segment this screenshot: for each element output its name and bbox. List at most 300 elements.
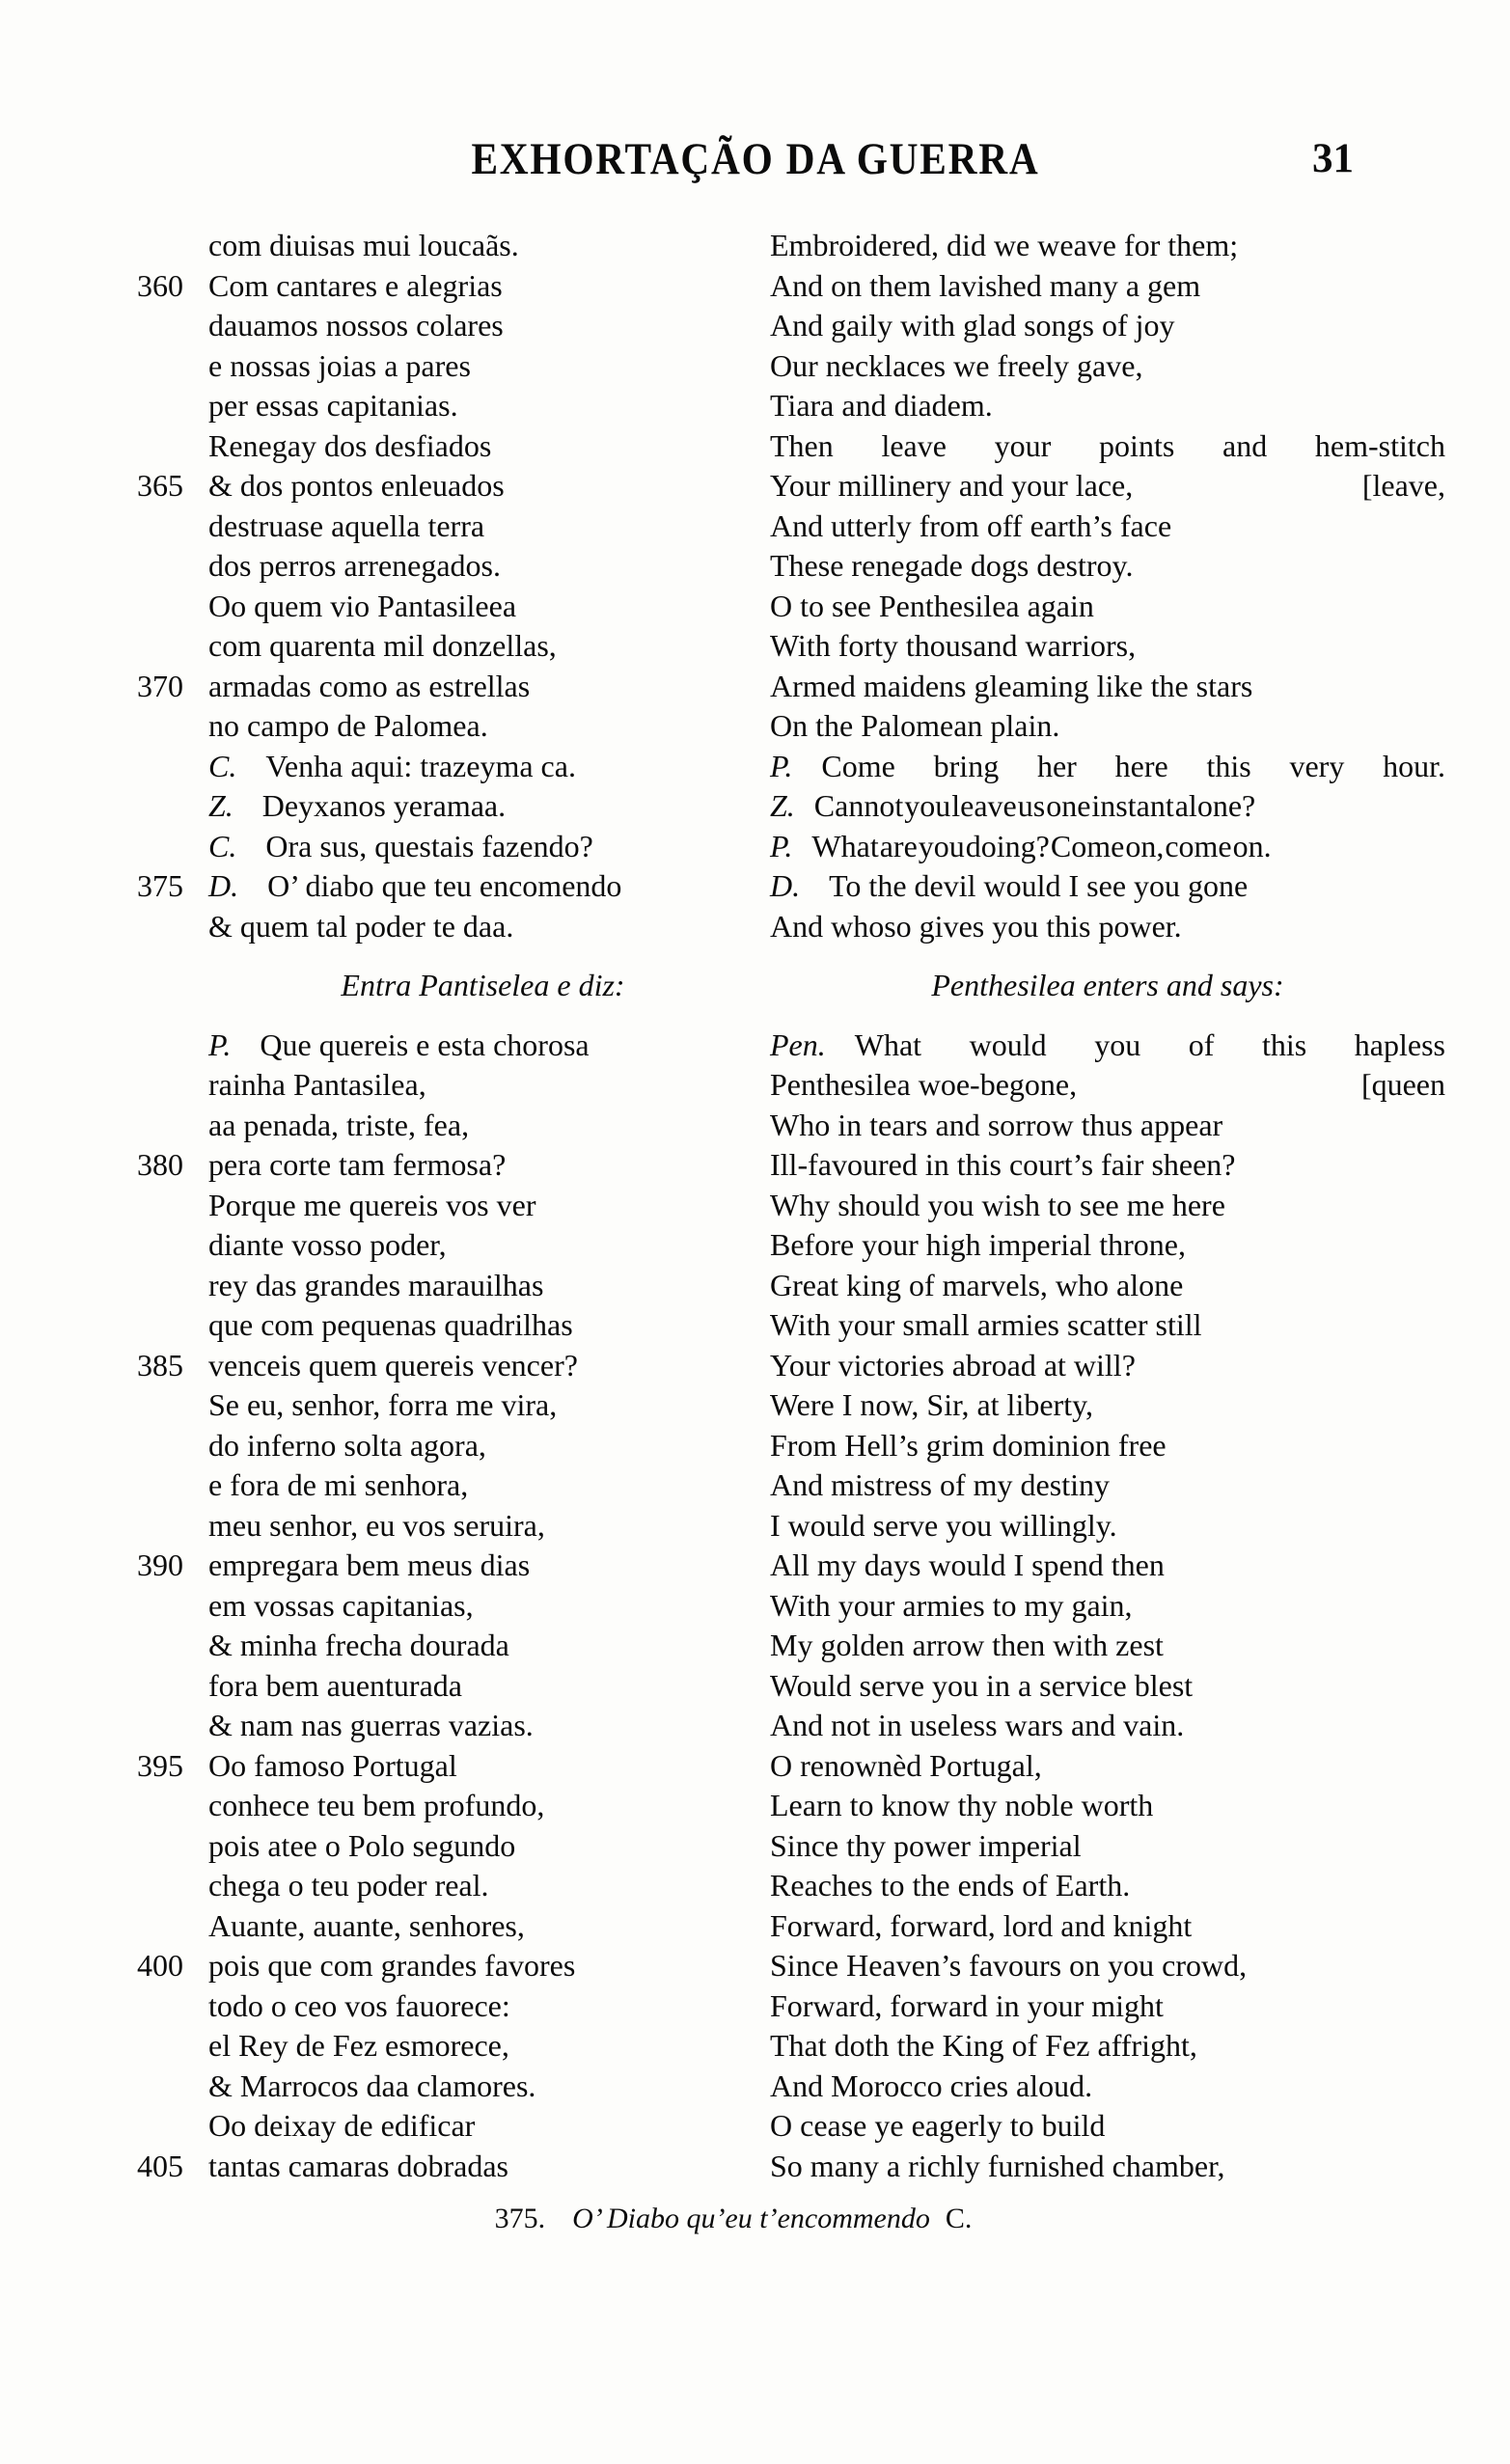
verse-text-wrap — [770, 546, 1445, 587]
verse-line — [770, 2067, 1445, 2107]
verse-line — [770, 226, 1445, 266]
verse-text-wrap — [770, 1106, 1445, 1146]
verse-text: O renownèd Portugal, — [770, 1747, 1042, 1783]
verse-text-wrap — [208, 1746, 757, 1787]
verse-text: Our necklaces we freely gave, — [770, 347, 1143, 383]
verse-text: conhece teu bem profundo, — [208, 1788, 545, 1822]
verse-text-wrap — [208, 706, 757, 747]
verse-line — [770, 1225, 1445, 1266]
verse-line — [770, 1305, 1445, 1346]
verse-line — [135, 1866, 757, 1906]
verse-text-wrap — [770, 1826, 1445, 1867]
verse-line — [135, 1906, 757, 1947]
page-number: 31 — [1312, 136, 1354, 181]
verse-line — [770, 1506, 1445, 1547]
stage-direction — [135, 966, 757, 1006]
verse-line — [135, 1266, 757, 1306]
verse-line — [135, 1065, 757, 1106]
verse-text: Since thy power imperial — [770, 1827, 1082, 1863]
stage-direction — [770, 966, 1445, 1006]
verse-line — [135, 2106, 757, 2147]
verse-text: rey das grandes marauilhas — [208, 1267, 544, 1302]
verse-text-wrap — [770, 1145, 1445, 1186]
verse-text-wrap — [770, 1186, 1445, 1226]
verse-text: Ill-favoured in this court’s fair sheen? — [770, 1147, 1236, 1182]
verse-text-wrap — [770, 907, 1445, 947]
verse-text-wrap — [208, 907, 757, 947]
verse-text-wrap — [208, 1065, 757, 1106]
line-number: 380 — [137, 1147, 183, 1182]
speaker-label: Z. — [770, 788, 795, 823]
verse-text-wrap — [208, 1305, 757, 1346]
verse-text-wrap — [770, 2067, 1445, 2107]
verse-line — [135, 1826, 757, 1867]
verse-text: per essas capitanias. — [208, 388, 458, 423]
verse-text-wrap — [770, 506, 1445, 547]
verse-line — [135, 1666, 757, 1707]
verse-line — [770, 667, 1445, 707]
verse-text: Your millinery and your lace, — [770, 468, 1134, 503]
verse-text: What would you of this hapless — [854, 1027, 1445, 1062]
verse-text: Why should you wish to see me here — [770, 1187, 1225, 1222]
verse-text: armadas como as estrellas — [208, 668, 531, 703]
verse-text-wrap — [208, 306, 757, 346]
line-number: 360 — [137, 267, 183, 303]
speaker-label: P. — [208, 1027, 232, 1062]
verse-text: pois que com grandes favores — [208, 1948, 576, 1983]
verse-line — [770, 907, 1445, 947]
verse-text: Porque me quereis vos ver — [208, 1187, 536, 1222]
verse-text: e fora de mi senhora, — [208, 1467, 469, 1502]
verse-text-wrap — [208, 747, 757, 787]
verse-text-wrap — [208, 1145, 757, 1186]
verse-line — [135, 587, 757, 627]
verse-text: & dos pontos enleuados — [208, 468, 505, 503]
speaker-label: D. — [208, 868, 239, 903]
verse-text-wrap — [770, 1626, 1445, 1666]
verse-text-wrap — [770, 466, 1445, 506]
footnote-line-number: 375. — [494, 2203, 546, 2234]
verse-text-wrap — [770, 1546, 1445, 1586]
verse-text: destruase aquella terra — [208, 507, 485, 543]
verse-text-wrap — [208, 1906, 757, 1947]
verse-text-wrap — [208, 2147, 757, 2187]
verse-text-wrap — [770, 2106, 1445, 2147]
english-translation-column — [770, 226, 1445, 2186]
verse-text: todo o ceo vos fauorece: — [208, 1987, 510, 2023]
speaker-label: P. — [770, 748, 793, 783]
verse-line — [770, 626, 1445, 667]
verse-line — [135, 266, 757, 307]
verse-line — [770, 1465, 1445, 1506]
verse-text: do inferno solta agora, — [208, 1427, 486, 1463]
verse-text-wrap — [208, 1866, 757, 1906]
verse-text-wrap — [770, 306, 1445, 346]
verse-text: That doth the King of Fez affright, — [770, 2028, 1197, 2063]
verse-text: Would serve you in a service blest — [770, 1667, 1194, 1703]
verse-text: Ora sus, questais fazendo? — [265, 828, 593, 863]
verse-text: aa penada, triste, fea, — [208, 1107, 470, 1142]
verse-text-wrap — [208, 346, 757, 387]
verse-line — [135, 1946, 757, 1986]
verse-text: tantas camaras dobradas — [208, 2148, 508, 2183]
verse-text-wrap — [208, 1986, 757, 2027]
verse-text-wrap — [770, 266, 1445, 307]
turnover-bracket: [queen — [1360, 1067, 1445, 1102]
verse-text: Oo deixay de edificar — [208, 2108, 476, 2143]
verse-text: & quem tal poder te daa. — [208, 908, 514, 944]
verse-text: Embroidered, did we weave for them; — [770, 228, 1239, 262]
verse-text-wrap — [770, 626, 1445, 667]
verse-text: meu senhor, eu vos seruira, — [208, 1507, 545, 1543]
verse-text: O cease ye eagerly to build — [770, 2108, 1106, 2143]
verse-text: Cannot you leave us one instant alone? — [813, 788, 1256, 823]
verse-line — [135, 1305, 757, 1346]
verse-text: com diuisas mui loucaãs. — [208, 228, 519, 262]
verse-text: So many a richly furnished chamber, — [770, 2148, 1225, 2183]
verse-text: Who in tears and sorrow thus appear — [770, 1107, 1223, 1142]
verse-text: All my days would I spend then — [770, 1547, 1165, 1582]
line-number: 395 — [137, 1747, 183, 1783]
verse-text-wrap — [208, 786, 757, 827]
verse-text: Before your high imperial throne, — [770, 1227, 1186, 1262]
stage-direction-text: Penthesilea enters and says: — [931, 968, 1284, 1002]
verse-line — [770, 426, 1445, 467]
verse-text: And not in useless wars and vain. — [770, 1708, 1185, 1742]
verse-line — [135, 386, 757, 426]
verse-text-wrap — [770, 667, 1445, 707]
verse-text-wrap — [770, 1706, 1445, 1746]
verse-text: Venha aqui: trazeyma ca. — [265, 748, 576, 783]
verse-text: pois atee o Polo segundo — [208, 1827, 516, 1863]
verse-text-wrap — [770, 1506, 1445, 1547]
verse-text: venceis quem quereis vencer? — [208, 1347, 578, 1383]
verse-line — [135, 1106, 757, 1146]
line-number: 400 — [137, 1948, 183, 1983]
verse-text-wrap — [208, 1626, 757, 1666]
verse-line — [135, 1506, 757, 1547]
verse-text-wrap — [208, 626, 757, 667]
verse-text: rainha Pantasilea, — [208, 1067, 426, 1102]
verse-text-wrap — [770, 1786, 1445, 1826]
verse-text-wrap — [770, 426, 1445, 467]
verse-line — [135, 626, 757, 667]
verse-text: pera corte tam fermosa? — [208, 1147, 507, 1182]
verse-text-wrap — [208, 1786, 757, 1826]
verse-line — [770, 587, 1445, 627]
verse-text-wrap — [208, 1346, 757, 1386]
verse-text: On the Palomean plain. — [770, 708, 1060, 743]
verse-text: And on them lavished many a gem — [770, 267, 1201, 303]
verse-line — [135, 1426, 757, 1466]
verse-text-wrap — [208, 1266, 757, 1306]
verse-text-wrap — [770, 747, 1445, 787]
verse-text: To the devil would I see you gone — [829, 868, 1249, 903]
verse-text: Were I now, Sir, at liberty, — [770, 1387, 1093, 1422]
verse-line — [770, 2106, 1445, 2147]
verse-line — [135, 1706, 757, 1746]
verse-text-wrap — [770, 226, 1445, 266]
verse-line — [770, 2147, 1445, 2187]
verse-text-wrap — [770, 1426, 1445, 1466]
verse-text: empregara bem meus dias — [208, 1547, 531, 1582]
verse-text: O to see Penthesilea again — [770, 588, 1094, 623]
verse-text-wrap — [770, 1346, 1445, 1386]
verse-line — [770, 466, 1445, 506]
footnote-text: O’ Diabo qu’eu t’encommendo — [572, 2203, 930, 2234]
verse-text-wrap — [770, 587, 1445, 627]
verse-text-wrap — [770, 866, 1445, 907]
verse-text: diante vosso poder, — [208, 1227, 447, 1262]
verse-text-wrap — [208, 506, 757, 547]
verse-line — [770, 1346, 1445, 1386]
verse-line — [135, 1026, 757, 1066]
verse-text: Se eu, senhor, forra me vira, — [208, 1387, 558, 1422]
verse-line — [135, 1986, 757, 2027]
verse-text: Renegay dos desfiados — [208, 427, 492, 463]
verse-text-wrap — [208, 1426, 757, 1466]
verse-line — [770, 1266, 1445, 1306]
verse-line — [770, 1906, 1445, 1947]
verse-text: & minha frecha dourada — [208, 1628, 509, 1662]
verse-text: What are you doing? Come on, come on. — [811, 828, 1272, 863]
speaker-label: Z. — [208, 788, 233, 823]
verse-text-wrap — [208, 1385, 757, 1426]
verse-line — [135, 827, 757, 867]
speaker-label: C. — [208, 828, 237, 863]
verse-line — [135, 1186, 757, 1226]
verse-line — [770, 306, 1445, 346]
line-number: 365 — [137, 468, 183, 503]
verse-line — [135, 226, 757, 266]
verse-text: With your armies to my gain, — [770, 1587, 1133, 1623]
verse-line — [770, 506, 1445, 547]
verse-line — [770, 546, 1445, 587]
verse-text: Com cantares e alegrias — [208, 267, 503, 303]
verse-text: And mistress of my destiny — [770, 1467, 1110, 1502]
line-number: 370 — [137, 668, 183, 703]
verse-text: From Hell’s grim dominion free — [770, 1427, 1167, 1463]
line-number: 375 — [137, 868, 183, 903]
verse-text: e nossas joias a pares — [208, 347, 471, 383]
verse-line — [135, 2067, 757, 2107]
verse-line — [770, 1746, 1445, 1787]
verse-text-wrap — [208, 2026, 757, 2067]
verse-text: dos perros arrenegados. — [208, 548, 501, 583]
verse-line — [770, 1626, 1445, 1666]
line-number: 390 — [137, 1547, 183, 1582]
verse-line — [770, 386, 1445, 426]
verse-line — [135, 1626, 757, 1666]
verse-text: el Rey de Fez esmorece, — [208, 2028, 509, 2063]
verse-text: My golden arrow then with zest — [770, 1628, 1164, 1662]
verse-line — [135, 747, 757, 787]
verse-text-wrap — [208, 667, 757, 707]
verse-text: These renegade dogs destroy. — [770, 548, 1134, 583]
stage-direction-text: Entra Pantiselea e diz: — [341, 968, 625, 1002]
verse-text-wrap — [208, 1826, 757, 1867]
verse-text: dauamos nossos colares — [208, 308, 504, 342]
verse-text-wrap — [770, 1586, 1445, 1627]
verse-text: Since Heaven’s favours on you crowd, — [770, 1948, 1248, 1983]
verse-line — [770, 706, 1445, 747]
verse-text: & Marrocos daa clamores. — [208, 2067, 536, 2103]
verse-text-wrap — [770, 1906, 1445, 1947]
verse-line — [770, 1706, 1445, 1746]
verse-line — [770, 1145, 1445, 1186]
speaker-label: D. — [770, 868, 801, 903]
line-number: 385 — [137, 1347, 183, 1383]
verse-text: no campo de Palomea. — [208, 708, 488, 743]
verse-text: fora bem auenturada — [208, 1667, 462, 1703]
speaker-label: P. — [770, 828, 793, 863]
verse-text: Forward, forward in your might — [770, 1987, 1164, 2023]
footnote-siglum: C. — [945, 2203, 973, 2234]
verse-text-wrap — [208, 2106, 757, 2147]
verse-text: Reaches to the ends of Earth. — [770, 1868, 1131, 1903]
verse-text-wrap — [208, 1706, 757, 1746]
verse-text: Tiara and diadem. — [770, 388, 993, 423]
verse-text: Oo famoso Portugal — [208, 1747, 457, 1783]
verse-text-wrap — [770, 706, 1445, 747]
verse-text: Come bring her here this very hour. — [821, 748, 1445, 783]
speaker-label: Pen. — [770, 1027, 826, 1062]
verse-text-wrap — [770, 1666, 1445, 1707]
verse-text: Great king of marvels, who alone — [770, 1267, 1184, 1302]
verse-line — [135, 506, 757, 547]
running-header-title: EXHORTAÇÃO DA GUERRA — [470, 134, 1040, 184]
verse-line — [135, 907, 757, 947]
verse-line — [770, 1065, 1445, 1106]
verse-text-wrap — [770, 1026, 1445, 1066]
line-number: 405 — [137, 2148, 183, 2183]
verse-text-wrap — [770, 1225, 1445, 1266]
verse-text: & nam nas guerras vazias. — [208, 1708, 534, 1742]
verse-text: And utterly from off earth’s face — [770, 507, 1172, 543]
verse-line — [135, 786, 757, 827]
verse-line — [770, 1106, 1445, 1146]
verse-line — [770, 1426, 1445, 1466]
verse-text: Penthesilea woe-begone, — [770, 1067, 1078, 1102]
verse-line — [135, 1786, 757, 1826]
verse-text: Auante, auante, senhores, — [208, 1907, 525, 1943]
verse-text-wrap — [208, 2067, 757, 2107]
verse-line — [135, 426, 757, 467]
verse-text-wrap — [208, 827, 757, 867]
verse-text: With forty thousand warriors, — [770, 628, 1137, 663]
verse-text-wrap — [208, 1186, 757, 1226]
verse-line — [135, 1546, 757, 1586]
verse-text-wrap — [208, 466, 757, 506]
verse-line — [770, 827, 1445, 867]
verse-line — [770, 1385, 1445, 1426]
verse-line — [770, 1546, 1445, 1586]
verse-text-wrap — [208, 866, 757, 907]
verse-line — [770, 346, 1445, 387]
verse-text-wrap — [770, 1465, 1445, 1506]
stage-direction-text-wrap — [770, 966, 1445, 1006]
verse-text: Oo quem vio Pantasileea — [208, 588, 517, 623]
verse-line — [135, 306, 757, 346]
verse-text-wrap — [770, 2026, 1445, 2067]
verse-text: O’ diabo que teu encomendo — [267, 868, 622, 903]
verse-text: With your small armies scatter still — [770, 1307, 1202, 1342]
verse-text: And Morocco cries aloud. — [770, 2067, 1093, 2103]
verse-line — [135, 546, 757, 587]
verse-line — [770, 266, 1445, 307]
verse-line — [135, 667, 757, 707]
verse-text-wrap — [770, 1385, 1445, 1426]
verse-line — [770, 2026, 1445, 2067]
verse-text: Your victories abroad at will? — [770, 1347, 1136, 1383]
verse-line — [135, 1346, 757, 1386]
stage-direction-text-wrap — [208, 966, 757, 1006]
turnover-bracket: [leave, — [1361, 468, 1445, 503]
verse-text-wrap — [208, 226, 757, 266]
verse-text-wrap — [208, 426, 757, 467]
verse-text: Deyxanos yeramaa. — [261, 788, 507, 823]
verse-line — [135, 1465, 757, 1506]
verse-text-wrap — [770, 1266, 1445, 1306]
verse-text-wrap — [208, 587, 757, 627]
verse-line — [135, 2147, 757, 2187]
verse-line — [770, 1986, 1445, 2027]
verse-line — [135, 2026, 757, 2067]
verse-text-wrap — [208, 546, 757, 587]
verse-text-wrap — [770, 346, 1445, 387]
verse-text: Que quereis e esta chorosa — [260, 1027, 590, 1062]
verse-line — [770, 1026, 1445, 1066]
verse-line — [770, 866, 1445, 907]
verse-text: And whoso gives you this power. — [770, 908, 1182, 944]
speaker-label: C. — [208, 748, 237, 783]
verse-text: Then leave your points and hem-stitch — [770, 427, 1445, 463]
verse-text: And gaily with glad songs of joy — [770, 308, 1175, 342]
verse-line — [135, 1746, 757, 1787]
verse-text-wrap — [208, 1546, 757, 1586]
verse-text: Forward, forward, lord and knight — [770, 1907, 1193, 1943]
verse-line — [135, 1385, 757, 1426]
verse-text-wrap — [770, 2147, 1445, 2187]
verse-text-wrap — [208, 1946, 757, 1986]
portuguese-verse-column — [135, 226, 757, 2186]
verse-text-wrap — [208, 1666, 757, 1707]
verse-text-wrap — [770, 1305, 1445, 1346]
verse-line — [770, 1826, 1445, 1867]
verse-text-wrap — [770, 1986, 1445, 2027]
verse-line — [135, 706, 757, 747]
verse-line — [135, 1145, 757, 1186]
verse-text: I would serve you willingly. — [770, 1507, 1117, 1543]
verse-text-wrap — [770, 386, 1445, 426]
verse-text: Learn to know thy noble worth — [770, 1788, 1154, 1822]
verse-text-wrap — [770, 786, 1445, 827]
verse-line — [770, 1946, 1445, 1986]
verse-text-wrap — [208, 1106, 757, 1146]
verse-text-wrap — [208, 386, 757, 426]
verse-text: em vossas capitanias, — [208, 1587, 474, 1623]
verse-text-wrap — [770, 1946, 1445, 1986]
verse-text-wrap — [208, 1586, 757, 1627]
verse-text-wrap — [208, 1026, 757, 1066]
verse-line — [135, 1586, 757, 1627]
verse-line — [135, 466, 757, 506]
verse-line — [770, 1666, 1445, 1707]
verse-text-wrap — [770, 1746, 1445, 1787]
verse-text-wrap — [208, 266, 757, 307]
verse-text: chega o teu poder real. — [208, 1868, 489, 1903]
verse-line — [770, 786, 1445, 827]
